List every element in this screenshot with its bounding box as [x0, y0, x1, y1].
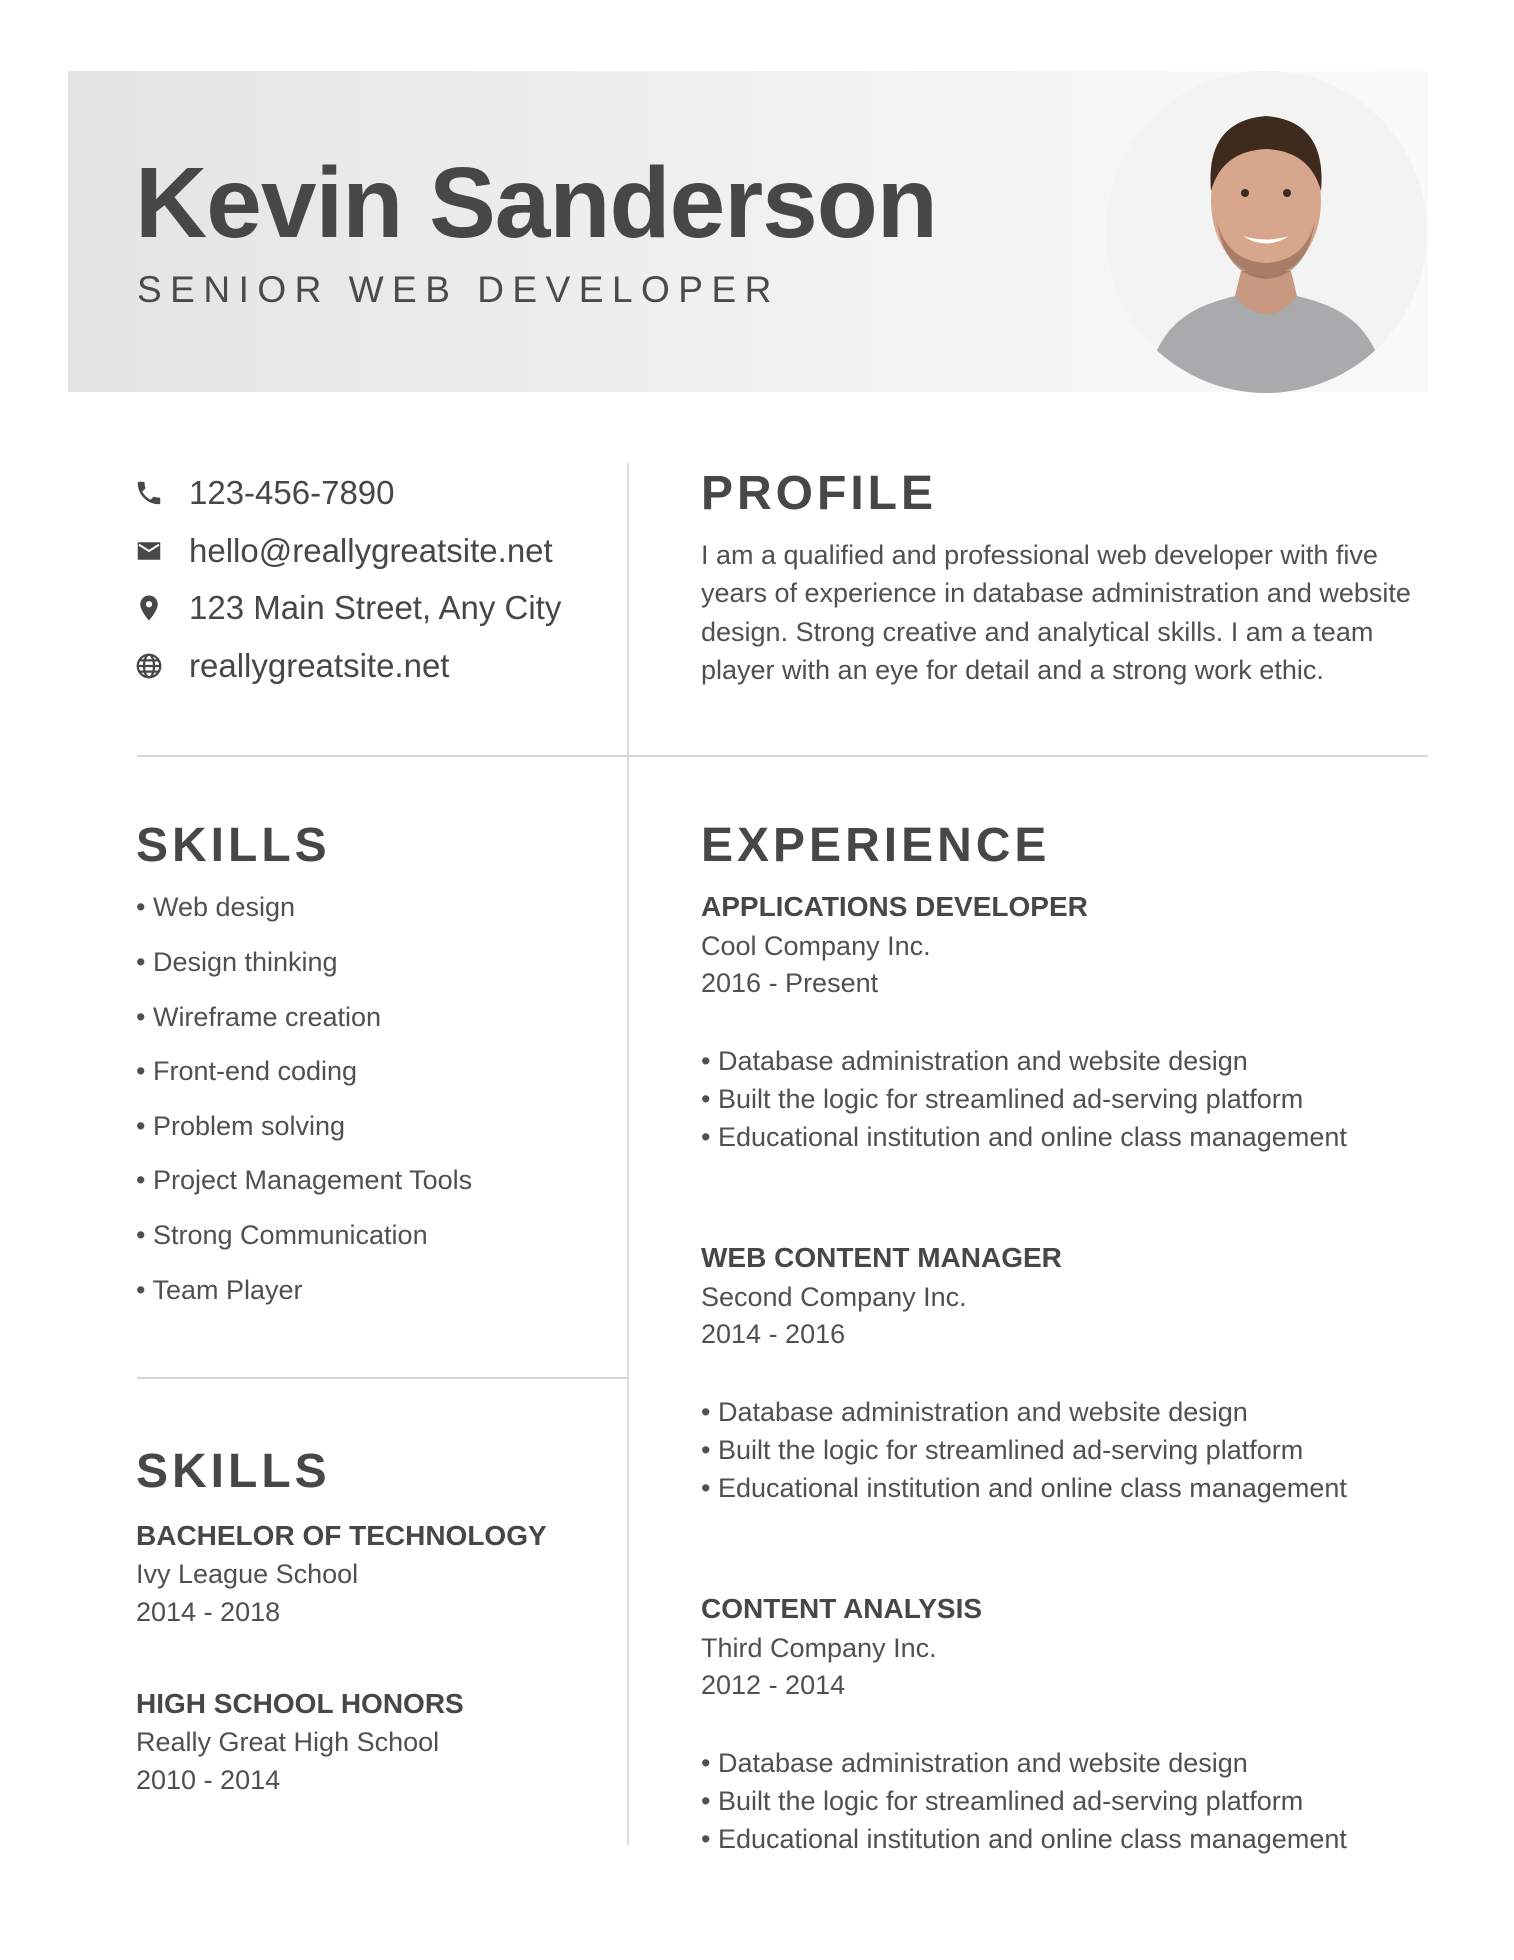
contact-website: reallygreatsite.net [189, 647, 450, 684]
job-dates: 2016 - Present [701, 968, 879, 998]
skill-item: • Design thinking [136, 947, 338, 977]
company: Cool Company Inc. [701, 931, 931, 961]
location-pin-icon [134, 593, 164, 623]
company: Second Company Inc. [701, 1282, 967, 1312]
job-bullet: • Built the logic for streamlined ad-serving platform [701, 1084, 1304, 1114]
skill-item: • Wireframe creation [136, 1002, 382, 1032]
skill-item: • Project Management Tools [136, 1165, 473, 1195]
skills-heading: SKILLS [136, 819, 331, 872]
contact-address: 123 Main Street, Any City [189, 589, 562, 626]
job-bullet: • Built the logic for streamlined ad-serving platform [701, 1435, 1304, 1465]
job-role: WEB CONTENT MANAGER [701, 1242, 1062, 1273]
skill-item: • Problem solving [136, 1111, 346, 1141]
education-dates: 2010 - 2014 [136, 1765, 281, 1795]
job-bullet: • Educational institution and online class management [701, 1824, 1347, 1854]
degree: HIGH SCHOOL HONORS [136, 1688, 464, 1719]
skill-item: • Team Player [136, 1275, 303, 1305]
profile-line: I am a qualified and professional web developer with five [701, 540, 1378, 570]
profile-line: design. Strong creative and analytical skills. I am a team [701, 617, 1374, 647]
section-divider [137, 1377, 628, 1379]
contact-email: hello@reallygreatsite.net [189, 532, 553, 569]
phone-icon [134, 478, 164, 508]
skill-item: • Strong Communication [136, 1220, 428, 1250]
globe-icon [134, 651, 164, 681]
column-divider [627, 463, 629, 1845]
school: Ivy League School [136, 1559, 359, 1589]
job-bullet: • Built the logic for streamlined ad-serving platform [701, 1786, 1304, 1816]
experience-heading: EXPERIENCE [701, 819, 1051, 872]
candidate-name: Kevin Sanderson [135, 147, 937, 259]
profile-heading: PROFILE [701, 467, 938, 520]
education-dates: 2014 - 2018 [136, 1597, 281, 1627]
email-icon [134, 536, 164, 566]
education-heading: SKILLS [136, 1445, 331, 1498]
profile-photo [1105, 71, 1427, 393]
job-title: SENIOR WEB DEVELOPER [137, 269, 780, 310]
school: Really Great High School [136, 1727, 440, 1757]
job-bullet: • Educational institution and online class management [701, 1473, 1347, 1503]
degree: BACHELOR OF TECHNOLOGY [136, 1520, 547, 1551]
job-role: CONTENT ANALYSIS [701, 1593, 983, 1624]
job-bullet: • Educational institution and online class management [701, 1122, 1347, 1152]
company: Third Company Inc. [701, 1633, 937, 1663]
skill-item: • Web design [136, 892, 296, 922]
contact-phone: 123-456-7890 [189, 474, 395, 511]
job-bullet: • Database administration and website design [701, 1046, 1248, 1076]
skill-item: • Front-end coding [136, 1056, 358, 1086]
profile-line: player with an eye for detail and a strong work ethic. [701, 655, 1324, 685]
job-bullet: • Database administration and website design [701, 1748, 1248, 1778]
job-bullet: • Database administration and website design [701, 1397, 1248, 1427]
section-divider [137, 755, 1428, 757]
job-dates: 2012 - 2014 [701, 1670, 846, 1700]
job-dates: 2014 - 2016 [701, 1319, 846, 1349]
job-role: APPLICATIONS DEVELOPER [701, 891, 1088, 922]
profile-line: years of experience in database administration and website [701, 578, 1411, 608]
